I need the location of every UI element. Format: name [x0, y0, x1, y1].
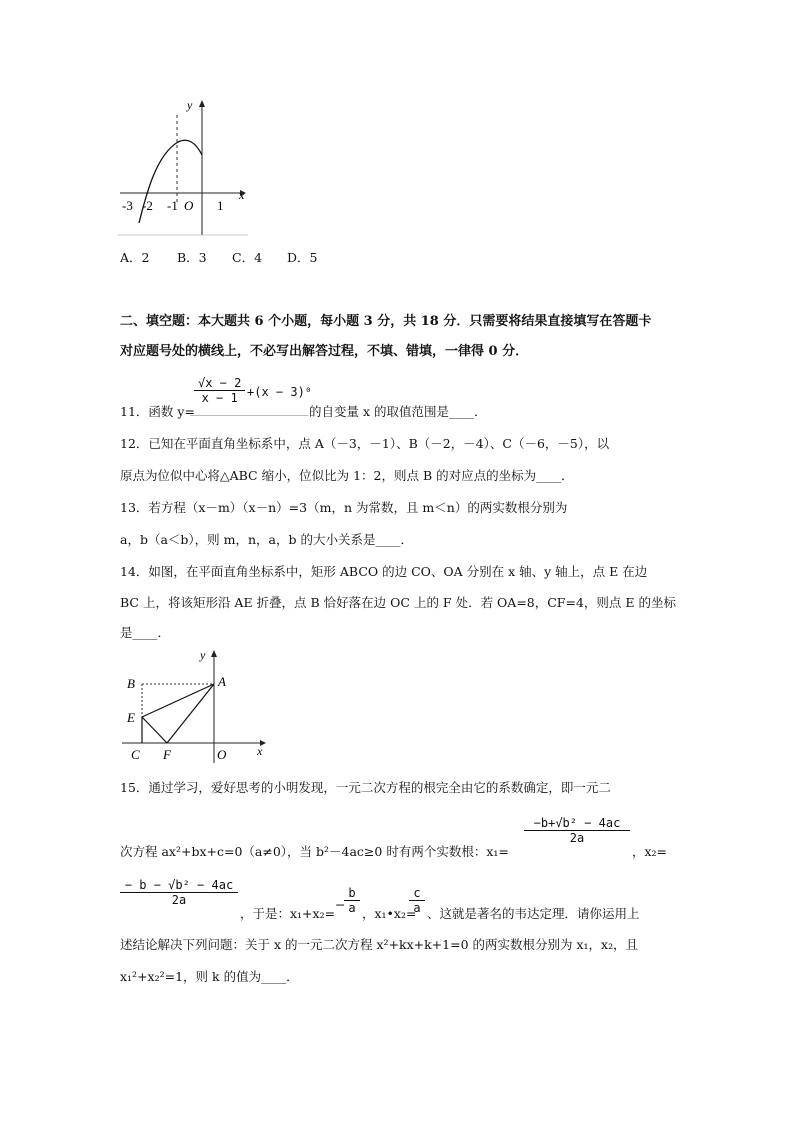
segment-ef — [142, 717, 167, 743]
sum-numerator: b — [344, 886, 360, 901]
sum-denominator: a — [348, 901, 356, 915]
option-c: C．4 — [232, 250, 263, 265]
segment-ea — [142, 684, 214, 717]
y-axis-label: y — [187, 98, 193, 112]
option-d: D．5 — [287, 250, 318, 265]
parabola-graph — [118, 95, 250, 240]
section-heading-line1: 二、填空题：本大题共 6 个小题，每小题 3 分，共 18 分．只需要将结果直接填写在答题卡 — [120, 314, 652, 329]
x2-label: ，x₂= — [632, 844, 668, 859]
y-axis-arrow — [199, 100, 205, 107]
tick-label: -1 — [167, 198, 178, 213]
formula-underline — [190, 415, 308, 416]
q15-vieta-text: 、这就是著名的韦达定理．请你运用上 — [427, 906, 640, 921]
point-a-label: A — [218, 674, 226, 689]
y-axis-arrow — [211, 650, 217, 657]
q12-line1: 12．已知在平面直角坐标系中，点 A（－3，－1）、B（－2，－4）、C（－6，－5），以 — [120, 436, 610, 451]
q12-line2: 原点为位似中心将△ABC 缩小，位似比为 1：2，则点 B 的对应点的坐标为____． — [120, 468, 574, 483]
product-numerator: c — [409, 886, 425, 901]
q11-prefix: 11．函数 y= — [120, 404, 195, 419]
tick-label: -2 — [142, 198, 153, 213]
origin-label: O — [217, 747, 227, 762]
x2-denominator: 2a — [171, 893, 187, 907]
product-fraction — [409, 886, 425, 915]
q14-line1: 14．如图，在平面直角坐标系中，矩形 ABCO 的边 CO、OA 分别在 x 轴、y 轴上，点 E 在边 — [120, 564, 648, 579]
point-b-label: B — [127, 676, 135, 691]
point-f-label: F — [163, 747, 171, 762]
q13-line1: 13．若方程（x－m）（x－n）=3（m，n 为常数，且 m＜n）的两实数根分别为 — [120, 500, 568, 515]
tick-label: 1 — [217, 198, 224, 213]
y-label: y — [200, 648, 206, 662]
tick-label: -3 — [122, 198, 133, 213]
q15-product-label: ，x₁•x₂= — [362, 906, 417, 921]
point-c-label: C — [131, 747, 140, 762]
q11-numerator: √x − 2 — [194, 376, 245, 391]
product-denominator: a — [413, 901, 421, 915]
sum-sign: − — [335, 897, 346, 912]
x2-numerator: − b − √b² − 4ac — [120, 878, 238, 893]
q11-tail: +(x − 3)⁰ — [247, 385, 313, 399]
q15-line2: 次方程 ax²+bx+c=0（a≠0），当 b²－4ac≥0 时有两个实数根：x₁= — [120, 844, 509, 859]
q15-line4: 述结论解决下列问题：关于 x 的一元二次方程 x²+kx+k+1=0 的两实数根分别为 x₁，x₂，且 — [120, 937, 639, 952]
q11-denominator: x − 1 — [201, 391, 238, 405]
x-label: x — [257, 744, 263, 758]
x-axis-label: x — [239, 188, 245, 202]
q11-fraction — [194, 376, 245, 405]
q15-line5: x₁²+x₂²=1，则 k 的值为____． — [120, 969, 299, 984]
section-heading-line2: 对应题号处的横线上，不必写出解答过程，不填、错填，一律得 0 分． — [120, 344, 529, 359]
x2-fraction — [120, 878, 238, 907]
rectangle-fold-graph — [118, 645, 270, 770]
q14-line2: BC 上，将该矩形沿 AE 折叠，点 B 恰好落在边 OC 上的 F 处．若 OA=8，CF=4，则点 E 的坐标 — [120, 595, 676, 610]
option-a: A．2 — [120, 250, 150, 265]
q15-sum-label: ，于是：x₁+x₂= — [240, 906, 336, 921]
sum-fraction — [344, 886, 360, 915]
x1-fraction — [524, 816, 630, 845]
x1-numerator: −b+√b² − 4ac — [524, 816, 630, 831]
x1-denominator: 2a — [569, 831, 585, 845]
option-b: B．3 — [177, 250, 207, 265]
segment-fa — [167, 684, 214, 743]
point-e-label: E — [127, 710, 135, 725]
q15-line1: 15．通过学习，爱好思考的小明发现，一元二次方程的根完全由它的系数确定，即一元二 — [120, 780, 611, 795]
q11-suffix: 的自变量 x 的取值范围是____． — [309, 404, 487, 419]
q13-line2: a，b（a＜b），则 m，n，a，b 的大小关系是____． — [120, 532, 413, 547]
origin-label: O — [184, 198, 194, 213]
q14-line3: 是____． — [120, 625, 171, 640]
